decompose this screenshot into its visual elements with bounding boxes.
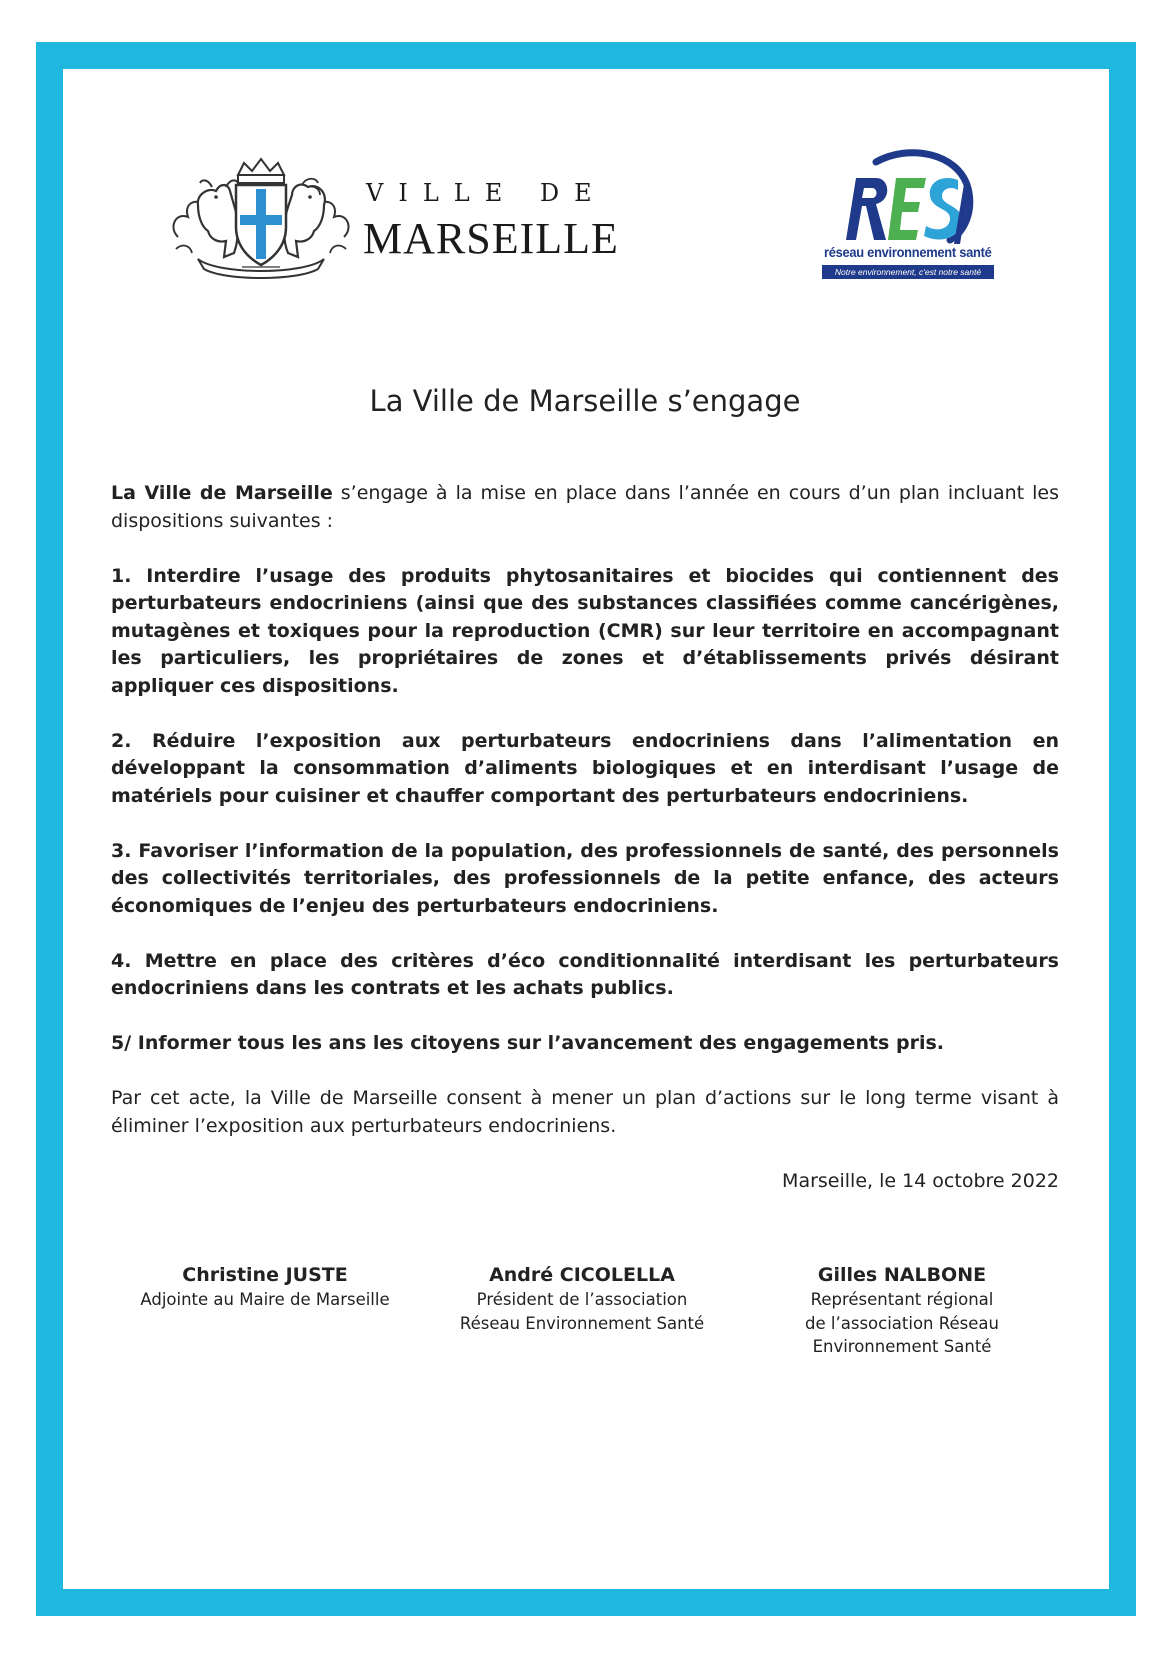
commitment-item-5: 5/ Informer tous les ans les citoyens sur l’avancement des engagements pris. xyxy=(111,1032,944,1054)
signatory-andre-cicolella xyxy=(432,1262,732,1335)
marseille-coat-of-arms-icon xyxy=(168,157,354,282)
signatory-role-line: Réseau Environnement Santé xyxy=(459,1313,705,1333)
res-tagline-text: Notre environnement, c'est notre santé xyxy=(822,265,994,279)
intro-text: s’engage à la mise en place dans l’année en cours d’un plan incluant les dispositions suivantes : xyxy=(111,482,1059,532)
res-logo xyxy=(818,148,998,283)
res-name-text: réseau environnement santé xyxy=(824,244,992,260)
closing-paragraph: Par cet acte, la Ville de Marseille consent à mener un plan d’actions sur le long terme visant à éliminer l’exposition aux perturbateurs endocriniens. xyxy=(111,1087,1059,1137)
intro-paragraph xyxy=(111,480,1059,535)
signatory-role-line: Adjointe au Maire de Marseille xyxy=(140,1290,390,1309)
document-body xyxy=(111,480,1059,1168)
ville-de-marseille-logo xyxy=(168,157,619,282)
date-line: Marseille, le 14 octobre 2022 xyxy=(782,1170,1059,1192)
intro-lead: La Ville de Marseille xyxy=(111,482,333,504)
signatory-name: Christine JUSTE xyxy=(182,1264,348,1286)
signatory-role-line: de l’association Réseau xyxy=(805,1313,999,1333)
commitment-item-4: 4. Mettre en place des critères d’éco conditionnalité interdisant les perturbateurs endocriniens dans les contrats et les achats publics. xyxy=(111,949,1059,999)
signatory-role-line: Environnement Santé xyxy=(812,1337,992,1356)
commitment-item-1: 1. Interdire l’usage des produits phytosanitaires et biocides qui contiennent des perturbateurs endocriniens (ainsi que des substances classifiées comme cancérigènes, mutagènes et toxiques pour la reproduction (CMR) sur leur territoire en accompagnant les particuliers, les propriétaires de zones et d’établissements privés désirant appliquer ces dispositions. xyxy=(111,564,1059,697)
commitment-item-3: 3. Favoriser l’information de la population, des professionnels de santé, des personnels des collectivités territoriales, des professionnels de la petite enfance, des acteurs économiques de l’enjeu des perturbateurs endocriniens. xyxy=(111,839,1059,917)
signatory-role-line: Représentant régional xyxy=(810,1290,994,1309)
logo-ville-de-text: VILLE DE xyxy=(366,179,607,207)
signatory-role-line: Président de l’association xyxy=(476,1290,688,1309)
page-title: La Ville de Marseille s’engage xyxy=(369,384,801,418)
logo-marseille-text: MARSEILLE xyxy=(363,214,619,263)
signatory-gilles-nalbone xyxy=(752,1262,1052,1359)
res-emblem-icon xyxy=(818,148,998,248)
commitment-item-2: 2. Réduire l’exposition aux perturbateurs endocriniens dans l’alimentation en développant la consommation d’aliments biologiques et en interdisant l’usage de matériels pour cuisiner et chauffer comportant des perturbateurs endocriniens. xyxy=(111,729,1059,807)
signatory-name: André CICOLELLA xyxy=(489,1264,675,1286)
signatory-christine-juste xyxy=(115,1262,415,1312)
signatory-name: Gilles NALBONE xyxy=(817,1264,987,1286)
